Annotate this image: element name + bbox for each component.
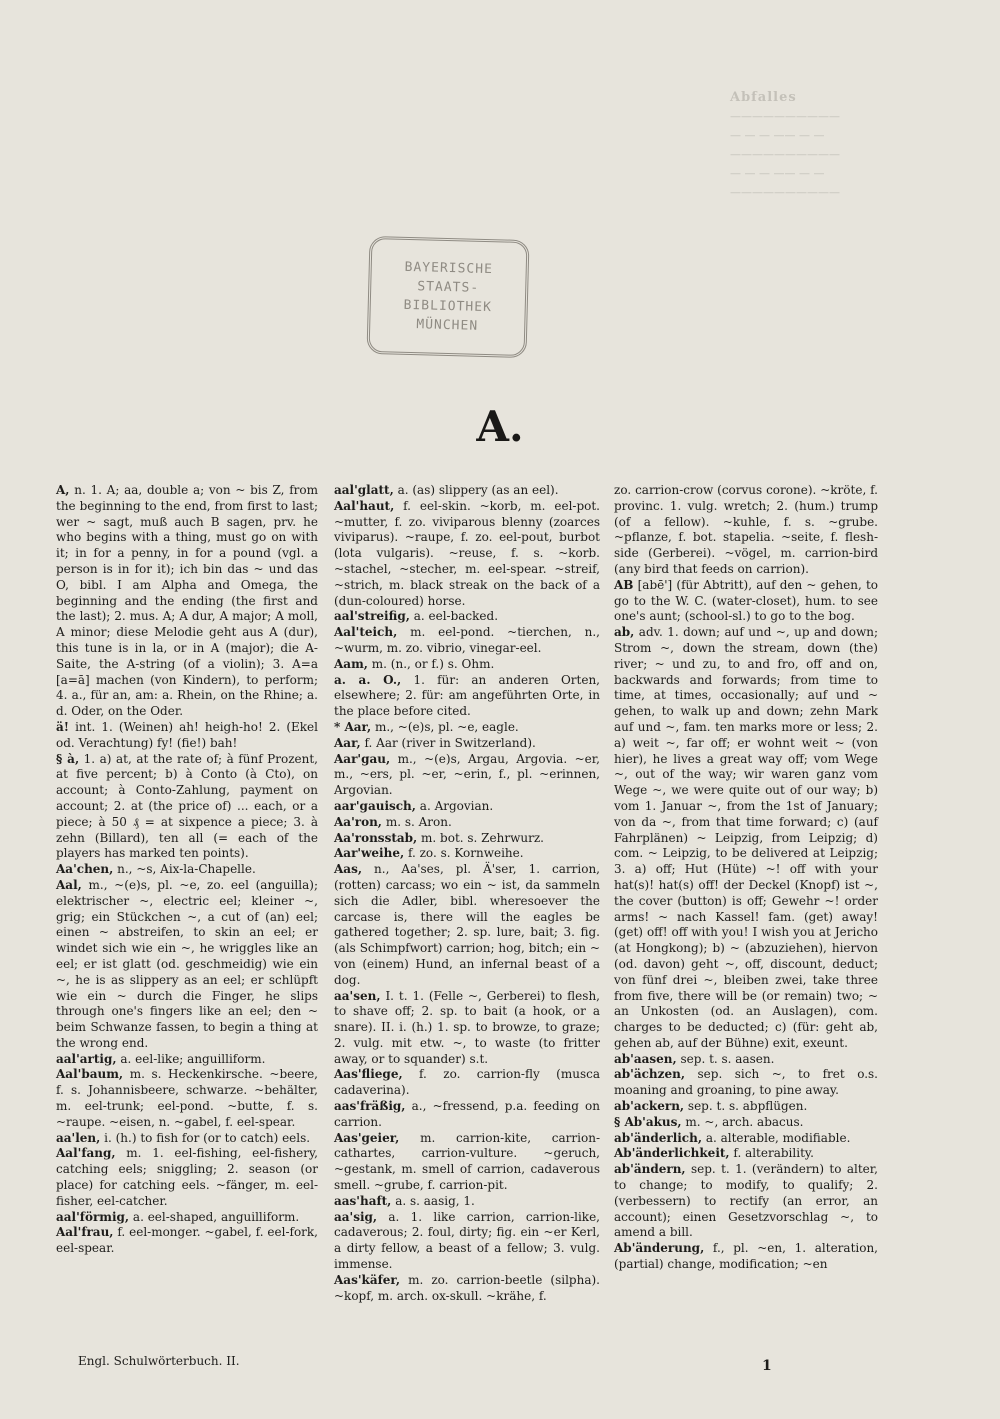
entry-definition: f. Aar (river in Switzerland). [360, 735, 536, 750]
dictionary-entry [56, 752, 318, 863]
entry-headword: Aal'baum, [56, 1067, 124, 1082]
dictionary-entry [334, 989, 600, 1068]
entry-headword: Aam, [334, 656, 368, 671]
entry-definition: a. eel-backed. [409, 609, 499, 624]
entry-definition: n., Aa'ses, pl. Ä'ser, 1. carrion, (rotten) carcass; wo ein ~ ist, da sammeln sich die Adler, bibl. wheresoever the carcase is, there will the eagles be gathered together; 2. sp. lure, bait; 3. fig. (als Schimpfwort) carrion; hog, bitch; ein ~ von (einem) Hund, an infernal beast of a dog. [334, 862, 600, 987]
entry-definition: sep. t. 1. (verändern) to alter, to change; to modify, to qualify; 2. (verbessern) to rectify (an error, an account); einen Gesetzvorschlag ~, to amend a bill. [614, 1162, 878, 1240]
entry-definition: n., ~s, Aix-la-Chapelle. [113, 862, 256, 877]
entry-definition: m. eel-pond. ~tierchen, n., ~wurm, m. zo. vibrio, vinegar-eel. [334, 625, 600, 655]
entry-definition: 1. a) at, at the rate of; à fünf Prozent, at five percent; b) à Conto (à Cto), on account; à Conto-Zahlung, payment on account; 2. at (the price of) ... each, or a piece; à 50 ₰ = at sixpence a piece; 3. à zehn (Billard), ten all (= each of the players has marked ten points). [56, 751, 318, 861]
entry-headword: a. a. O., [334, 672, 402, 687]
bleed-through-line: — — — —— — — [730, 167, 825, 180]
dictionary-entry [334, 609, 600, 625]
entry-definition: f., pl. ~en, 1. alteration, (partial) change, modification; ~en [614, 1241, 878, 1272]
dictionary-entry [56, 1225, 318, 1257]
stamp-line: BAYERISCHE [404, 259, 494, 278]
dictionary-entry [334, 499, 600, 610]
entry-headword: Aa'ron, [334, 814, 382, 829]
entry-headword: Aal'frau, [56, 1225, 114, 1240]
entry-headword: aal'förmig, [56, 1209, 130, 1224]
entry-definition: m. s. Heckenkirsche. ~beere, f. s. Johannisbeere, schwarze. ~behälter, m. eel-trunk; eel-pond. ~butte, f. s. ~raupe. ~eisen, n. ~gabel, f. eel-spear. [56, 1067, 318, 1129]
bleed-through-line: — — — —— — — [730, 129, 825, 142]
entry-definition: m. ~, arch. abacus. [681, 1114, 804, 1129]
entry-headword: Aas'geier, [334, 1130, 400, 1145]
dictionary-entry [334, 1131, 600, 1194]
dictionary-entry [56, 1146, 318, 1209]
entry-definition: a. Argovian. [415, 798, 494, 813]
entry-headword: aal'glatt, [334, 483, 394, 497]
entry-definition: f. zo. s. Kornweihe. [404, 846, 524, 861]
entry-definition: zo. carrion-crow (corvus corone). ~kröte, f. provinc. 1. vulg. wretch; 2. (hum.) trump (of a fellow). ~kuhle, f. s. ~grube. ~pflanze, f. bot. stapelia. ~seite, f. flesh-side (Gerberei). ~vögel, m. carrion-bird (any bird that feeds on carrion). [614, 483, 878, 576]
entry-definition: m. carrion-kite, carrion-cathartes, carrion-vulture. ~geruch, ~gestank, m. smell of carrion, cadaverous smell. ~grube, f. carrion-pit. [334, 1130, 600, 1193]
entry-headword: aar'gauisch, [334, 798, 416, 813]
dictionary-entry [56, 1052, 318, 1068]
entry-headword: ab, [614, 625, 635, 640]
entry-definition: sep. sich ~, to fret o.s. moaning and groaning, to pine away. [614, 1067, 878, 1098]
dictionary-entry [56, 1067, 318, 1130]
dictionary-entry [334, 625, 600, 657]
entry-definition: int. 1. (Weinen) ah! heigh-ho! 2. (Ekel od. Verachtung) fy! (fie!) bah! [56, 719, 318, 750]
section-letter-heading: A. [476, 402, 524, 451]
dictionary-entry [614, 1099, 878, 1115]
entry-headword: Aas'käfer, [334, 1272, 401, 1287]
entry-headword: Aal, [56, 877, 82, 892]
dictionary-entry [334, 720, 600, 736]
dictionary-entry [334, 862, 600, 988]
entry-headword: * Aar, [334, 719, 372, 734]
entry-headword: Aas'fliege, [334, 1067, 403, 1082]
entry-headword: Ab'änderung, [614, 1241, 705, 1256]
dictionary-entry [56, 483, 318, 720]
entry-definition: m. s. Aron. [382, 814, 452, 829]
entry-definition: m. 1. eel-fishing, eel-fishery, catching eels; sniggling; 2. season (or place) for catching eels. ~fänger, m. eel-fisher, eel-catcher. [56, 1146, 318, 1208]
entry-definition: f. eel-monger. ~gabel, f. eel-fork, eel-spear. [56, 1225, 318, 1256]
entry-definition: a. eel-shaped, anguilliform. [129, 1209, 300, 1224]
dictionary-entry [56, 720, 318, 752]
dictionary-entry [334, 799, 600, 815]
bleed-through-line: —————————— [730, 110, 840, 123]
entry-definition: sep. t. s. abpflügen. [684, 1099, 808, 1114]
entry-definition: m. zo. carrion-beetle (silpha). ~kopf, m. arch. ox-skull. ~krähe, f. [334, 1272, 600, 1303]
dictionary-entry [334, 1099, 600, 1131]
entry-definition: m. (n., or f.) s. Ohm. [367, 656, 495, 671]
dictionary-entry [614, 483, 878, 578]
entry-definition: sep. t. s. aasen. [676, 1051, 775, 1066]
page-number: 1 [762, 1358, 772, 1374]
entry-headword: Aar'gau, [334, 751, 391, 766]
dictionary-entry [56, 1131, 318, 1147]
entry-definition: m., ~(e)s, Argau, Argovia. ~er, m., ~ers, pl. ~er, ~erin, f., pl. ~erinnen, Argovian. [334, 751, 600, 798]
entry-definition: f. alterability. [729, 1146, 814, 1161]
entry-headword: Aal'teich, [334, 625, 398, 640]
entry-definition: a. alterable, modifiable. [702, 1130, 851, 1145]
dictionary-entry [334, 483, 600, 499]
dictionary-entry [614, 578, 878, 625]
footer-book-title: Engl. Schulwörterbuch. II. [78, 1354, 240, 1368]
entry-headword: ab'aasen, [614, 1051, 677, 1066]
entry-definition: adv. 1. down; auf und ~, up and down; Strom ~, down the stream, down (the) river; ~ und zu, to and fro, off and on, backwards and forwards; from time to time, at times, occasionally; auf und ~ gehen, to walk up and down; zehn Mark auf und ~, fam. ten marks more or less; 2. a) weit ~, far off; er wohnt weit ~ (von hier), he lives a great way off; vom Wege ~, out of the way; wir waren ganz vom Wege ~, we were quite out of our way; b) vom 1. Januar ~, from the 1st of January; von da ~, from that time forward; c) (auf Fahrplänen) ~ Leipzig, from Leipzig; d) com. ~ Leipzig, to be delivered at Leipzig; 3. a) off; Hut (Hüte) ~! off with your hat(s)! hat(s) off! der Deckel (Knopf) ist ~, the cover (button) is off; Gewehr ~! order arms! ~ nach Kassel! fam. (get) away! (get) off! off with you! I wish you at Jericho (at Hongkong); b) ~ (abzuziehen), hiervon (od. davon) geht ~, off, discount, deduct; von fünf drei ~, bleiben zwei, take three from five, there will be (or remain) two; ~ an Unkosten (od. an Auslagen), com. charges to be deducted; c) (für: geht ab, gehen ab, auf der Bühne) exit, exeunt. [614, 625, 878, 1050]
dictionary-entry [334, 1210, 600, 1273]
dictionary-entry [56, 1210, 318, 1226]
entry-definition: a. 1. like carrion, carrion-like, cadaverous; 2. foul, dirty; fig. ein ~er Kerl, a dirty fellow, a beast of a fellow; 3. vulg. immense. [334, 1209, 600, 1272]
dictionary-entry [334, 736, 600, 752]
entry-headword: § à, [56, 751, 80, 766]
dictionary-entry [614, 1115, 878, 1131]
entry-headword: ab'ändern, [614, 1162, 686, 1177]
dictionary-entry [614, 1146, 878, 1162]
dictionary-entry [334, 831, 600, 847]
entry-headword: Aar, [334, 735, 361, 750]
entry-headword: ab'änderlich, [614, 1130, 703, 1145]
dictionary-entry [334, 673, 600, 720]
dictionary-entry [56, 878, 318, 1052]
entry-definition: i. (h.) to fish for (or to catch) eels. [100, 1130, 311, 1145]
entry-headword: aal'streifig, [334, 609, 410, 624]
entry-headword: aal'artig, [56, 1051, 117, 1066]
entry-headword: Ab'änderlichkeit, [614, 1146, 730, 1161]
entry-headword: Aa'chen, [56, 862, 114, 877]
dictionary-entry [614, 1162, 878, 1241]
library-stamp [366, 236, 529, 358]
stamp-line: STAATS- [417, 279, 480, 296]
dictionary-entry [614, 1052, 878, 1068]
entry-definition: I. t. 1. (Felle ~, Gerberei) to flesh, to shave off; 2. sp. to bait (a hook, or a snare). II. i. (h.) 1. sp. to browze, to graze; 2. vulg. mit etw. ~, to waste (to fritter away, or to squander) s.t. [334, 988, 600, 1066]
entry-definition: f. zo. carrion-fly (musca cadaverina). [334, 1067, 600, 1098]
dictionary-entry [334, 657, 600, 673]
entry-definition: a. eel-like; anguilliform. [116, 1051, 266, 1066]
entry-headword: ab'ächzen, [614, 1067, 685, 1082]
entry-definition: m., ~(e)s, pl. ~e, zo. eel (anguilla); elektrischer ~, electric eel; kleiner ~, grig; ein Stückchen ~, a cut of (an) eel; einen ~ abstreifen, to skin an eel; er windet sich wie ein ~, he wriggles like an eel; er ist glatt (od. geschmeidig) wie ein ~, he is as slippery as an eel; er schlüpft wie ein ~ durch die Finger, he slips through one's fingers like an eel; den ~ beim Schwanze fassen, to begin a thing at the wrong end. [56, 877, 318, 1050]
entry-definition: [abē'] (für Abtritt), auf den ~ gehen, to go to the W. C. (water-closet), hum. to see one's aunt; (school-sl.) to go to the bog. [614, 577, 878, 624]
dictionary-entry [614, 625, 878, 1052]
dictionary-entry [56, 862, 318, 878]
bleed-through-line: —————————— [730, 148, 840, 161]
entry-headword: ab'ackern, [614, 1099, 685, 1114]
dictionary-entry [614, 1241, 878, 1273]
entry-headword: AB [614, 577, 634, 592]
entry-definition: f. eel-skin. ~korb, m. eel-pot. ~mutter, f. zo. viviparous blenny (zoarces viviparus). ~raupe, f. zo. eel-pout, burbot (lota vulgaris). ~reuse, f. s. ~korb. ~stachel, ~stecher, m. eel-spear. ~streif, ~strich, m. black streak on the back of a (dun-coloured) horse. [334, 498, 600, 608]
entry-headword: A, [56, 483, 70, 497]
entry-headword: ä! [56, 719, 70, 734]
entry-headword: § Ab'akus, [614, 1114, 682, 1129]
entry-definition: a., ~fressend, p.a. feeding on carrion. [334, 1099, 600, 1129]
entry-headword: Aas, [334, 862, 363, 877]
dictionary-entry [334, 846, 600, 862]
dictionary-column-2 [334, 483, 600, 1304]
dictionary-entry [614, 1067, 878, 1099]
entry-definition: a. (as) slippery (as an eel). [393, 483, 559, 497]
dictionary-entry [334, 1273, 600, 1305]
stamp-line: BIBLIOTHEK [403, 297, 493, 316]
entry-definition: 1. für: an anderen Orten, elsewhere; 2. für: am angeführten Orte, in the place before cited. [334, 672, 600, 719]
entry-definition: m., ~(e)s, pl. ~e, eagle. [371, 719, 519, 734]
entry-definition: n. 1. A; aa, double a; von ~ bis Z, from the beginning to the end, from first to last; wer ~ sagt, muß auch B sagen, prv. he who begins with a thing, must go on with it; in for a penny, in for a pound (vgl. a person is in for it); ich bin das ~ und das O, bibl. I am Alpha and Omega, the beginning and the ending (the first and the last); 2. mus. A; A dur, A major; A moll, A minor; diese Melodie geht aus A (dur), this tune is in la, or in A (major); die A-Saite, the A-string (of a violin); 3. A=a [a=ā] machen (von Kindern), to perform; 4. a., für an, am: a. Rhein, on the Rhine; a. d. Oder, on the Oder. [56, 483, 318, 719]
entry-headword: aas'fräßig, [334, 1099, 406, 1114]
bleed-through-text [730, 88, 960, 202]
entry-definition: a. s. aasig, 1. [391, 1193, 475, 1208]
entry-headword: aa'len, [56, 1130, 101, 1145]
entry-definition: m. bot. s. Zehrwurz. [417, 830, 544, 845]
bleed-through-title: Abfalles [730, 90, 797, 105]
dictionary-entry [334, 1194, 600, 1210]
dictionary-column-1 [56, 483, 318, 1257]
dictionary-entry [334, 1067, 600, 1099]
entry-headword: Aa'ronsstab, [334, 830, 418, 845]
entry-headword: aa'sig, [334, 1209, 378, 1224]
dictionary-entry [334, 752, 600, 799]
dictionary-column-3 [614, 483, 878, 1273]
entry-headword: aas'haft, [334, 1193, 392, 1208]
entry-headword: Aar'weihe, [334, 846, 405, 861]
stamp-line: MÜNCHEN [416, 317, 479, 334]
dictionary-entry [614, 1131, 878, 1147]
entry-headword: Aal'haut, [334, 498, 395, 513]
entry-headword: aa'sen, [334, 988, 381, 1003]
dictionary-entry [334, 815, 600, 831]
bleed-through-line: —————————— [730, 186, 840, 199]
entry-headword: Aal'fang, [56, 1146, 116, 1161]
